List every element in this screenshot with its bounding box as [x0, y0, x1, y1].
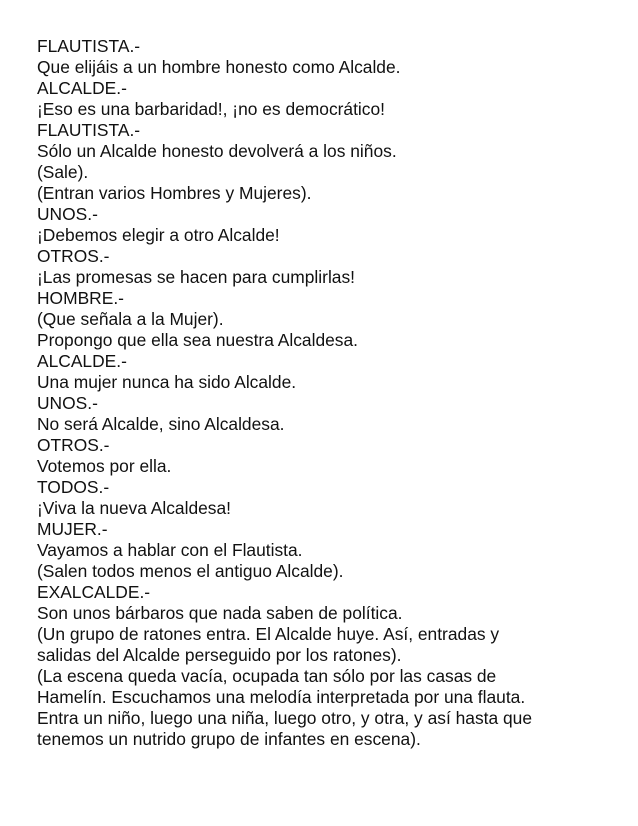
dialogue-line: ¡Debemos elegir a otro Alcalde! — [37, 225, 280, 245]
document-page — [37, 36, 617, 750]
speaker-label: FLAUTISTA.- — [37, 120, 141, 140]
dialogue-line: No será Alcalde, sino Alcaldesa. — [37, 414, 285, 434]
stage-direction: (La escena queda vacía, ocupada tan sólo por las casas de — [37, 666, 497, 686]
speaker-label: ALCALDE.- — [37, 78, 127, 98]
stage-direction: (Que señala a la Mujer). — [37, 309, 224, 329]
stage-direction: Hamelín. Escuchamos una melodía interpretada por una flauta. — [37, 687, 526, 707]
stage-direction: (Entran varios Hombres y Mujeres). — [37, 183, 312, 203]
dialogue-line: Propongo que ella sea nuestra Alcaldesa. — [37, 330, 358, 350]
dialogue-line: Vayamos a hablar con el Flautista. — [37, 540, 303, 560]
speaker-label: FLAUTISTA.- — [37, 36, 141, 56]
speaker-label: ALCALDE.- — [37, 351, 127, 371]
speaker-label: OTROS.- — [37, 246, 110, 266]
speaker-label: EXALCALDE.- — [37, 582, 151, 602]
speaker-label: UNOS.- — [37, 204, 98, 224]
dialogue-line: Votemos por ella. — [37, 456, 172, 476]
dialogue-line: ¡Las promesas se hacen para cumplirlas! — [37, 267, 356, 287]
dialogue-line: Que elijáis a un hombre honesto como Alcalde. — [37, 57, 401, 77]
speaker-label: HOMBRE.- — [37, 288, 124, 308]
stage-direction: (Sale). — [37, 162, 89, 182]
speaker-label: UNOS.- — [37, 393, 98, 413]
dialogue-line: ¡Eso es una barbaridad!, ¡no es democrático! — [37, 99, 385, 119]
dialogue-line: Una mujer nunca ha sido Alcalde. — [37, 372, 297, 392]
stage-direction: Entra un niño, luego una niña, luego otro, y otra, y así hasta que — [37, 708, 533, 728]
stage-direction: salidas del Alcalde perseguido por los ratones). — [37, 645, 402, 665]
dialogue-line: Son unos bárbaros que nada saben de política. — [37, 603, 403, 623]
dialogue-line: ¡Viva la nueva Alcaldesa! — [37, 498, 231, 518]
speaker-label: MUJER.- — [37, 519, 108, 539]
dialogue-line: Sólo un Alcalde honesto devolverá a los niños. — [37, 141, 397, 161]
stage-direction: tenemos un nutrido grupo de infantes en escena). — [37, 729, 421, 749]
speaker-label: TODOS.- — [37, 477, 110, 497]
speaker-label: OTROS.- — [37, 435, 110, 455]
stage-direction: (Salen todos menos el antiguo Alcalde). — [37, 561, 344, 581]
stage-direction: (Un grupo de ratones entra. El Alcalde huye. Así, entradas y — [37, 624, 500, 644]
